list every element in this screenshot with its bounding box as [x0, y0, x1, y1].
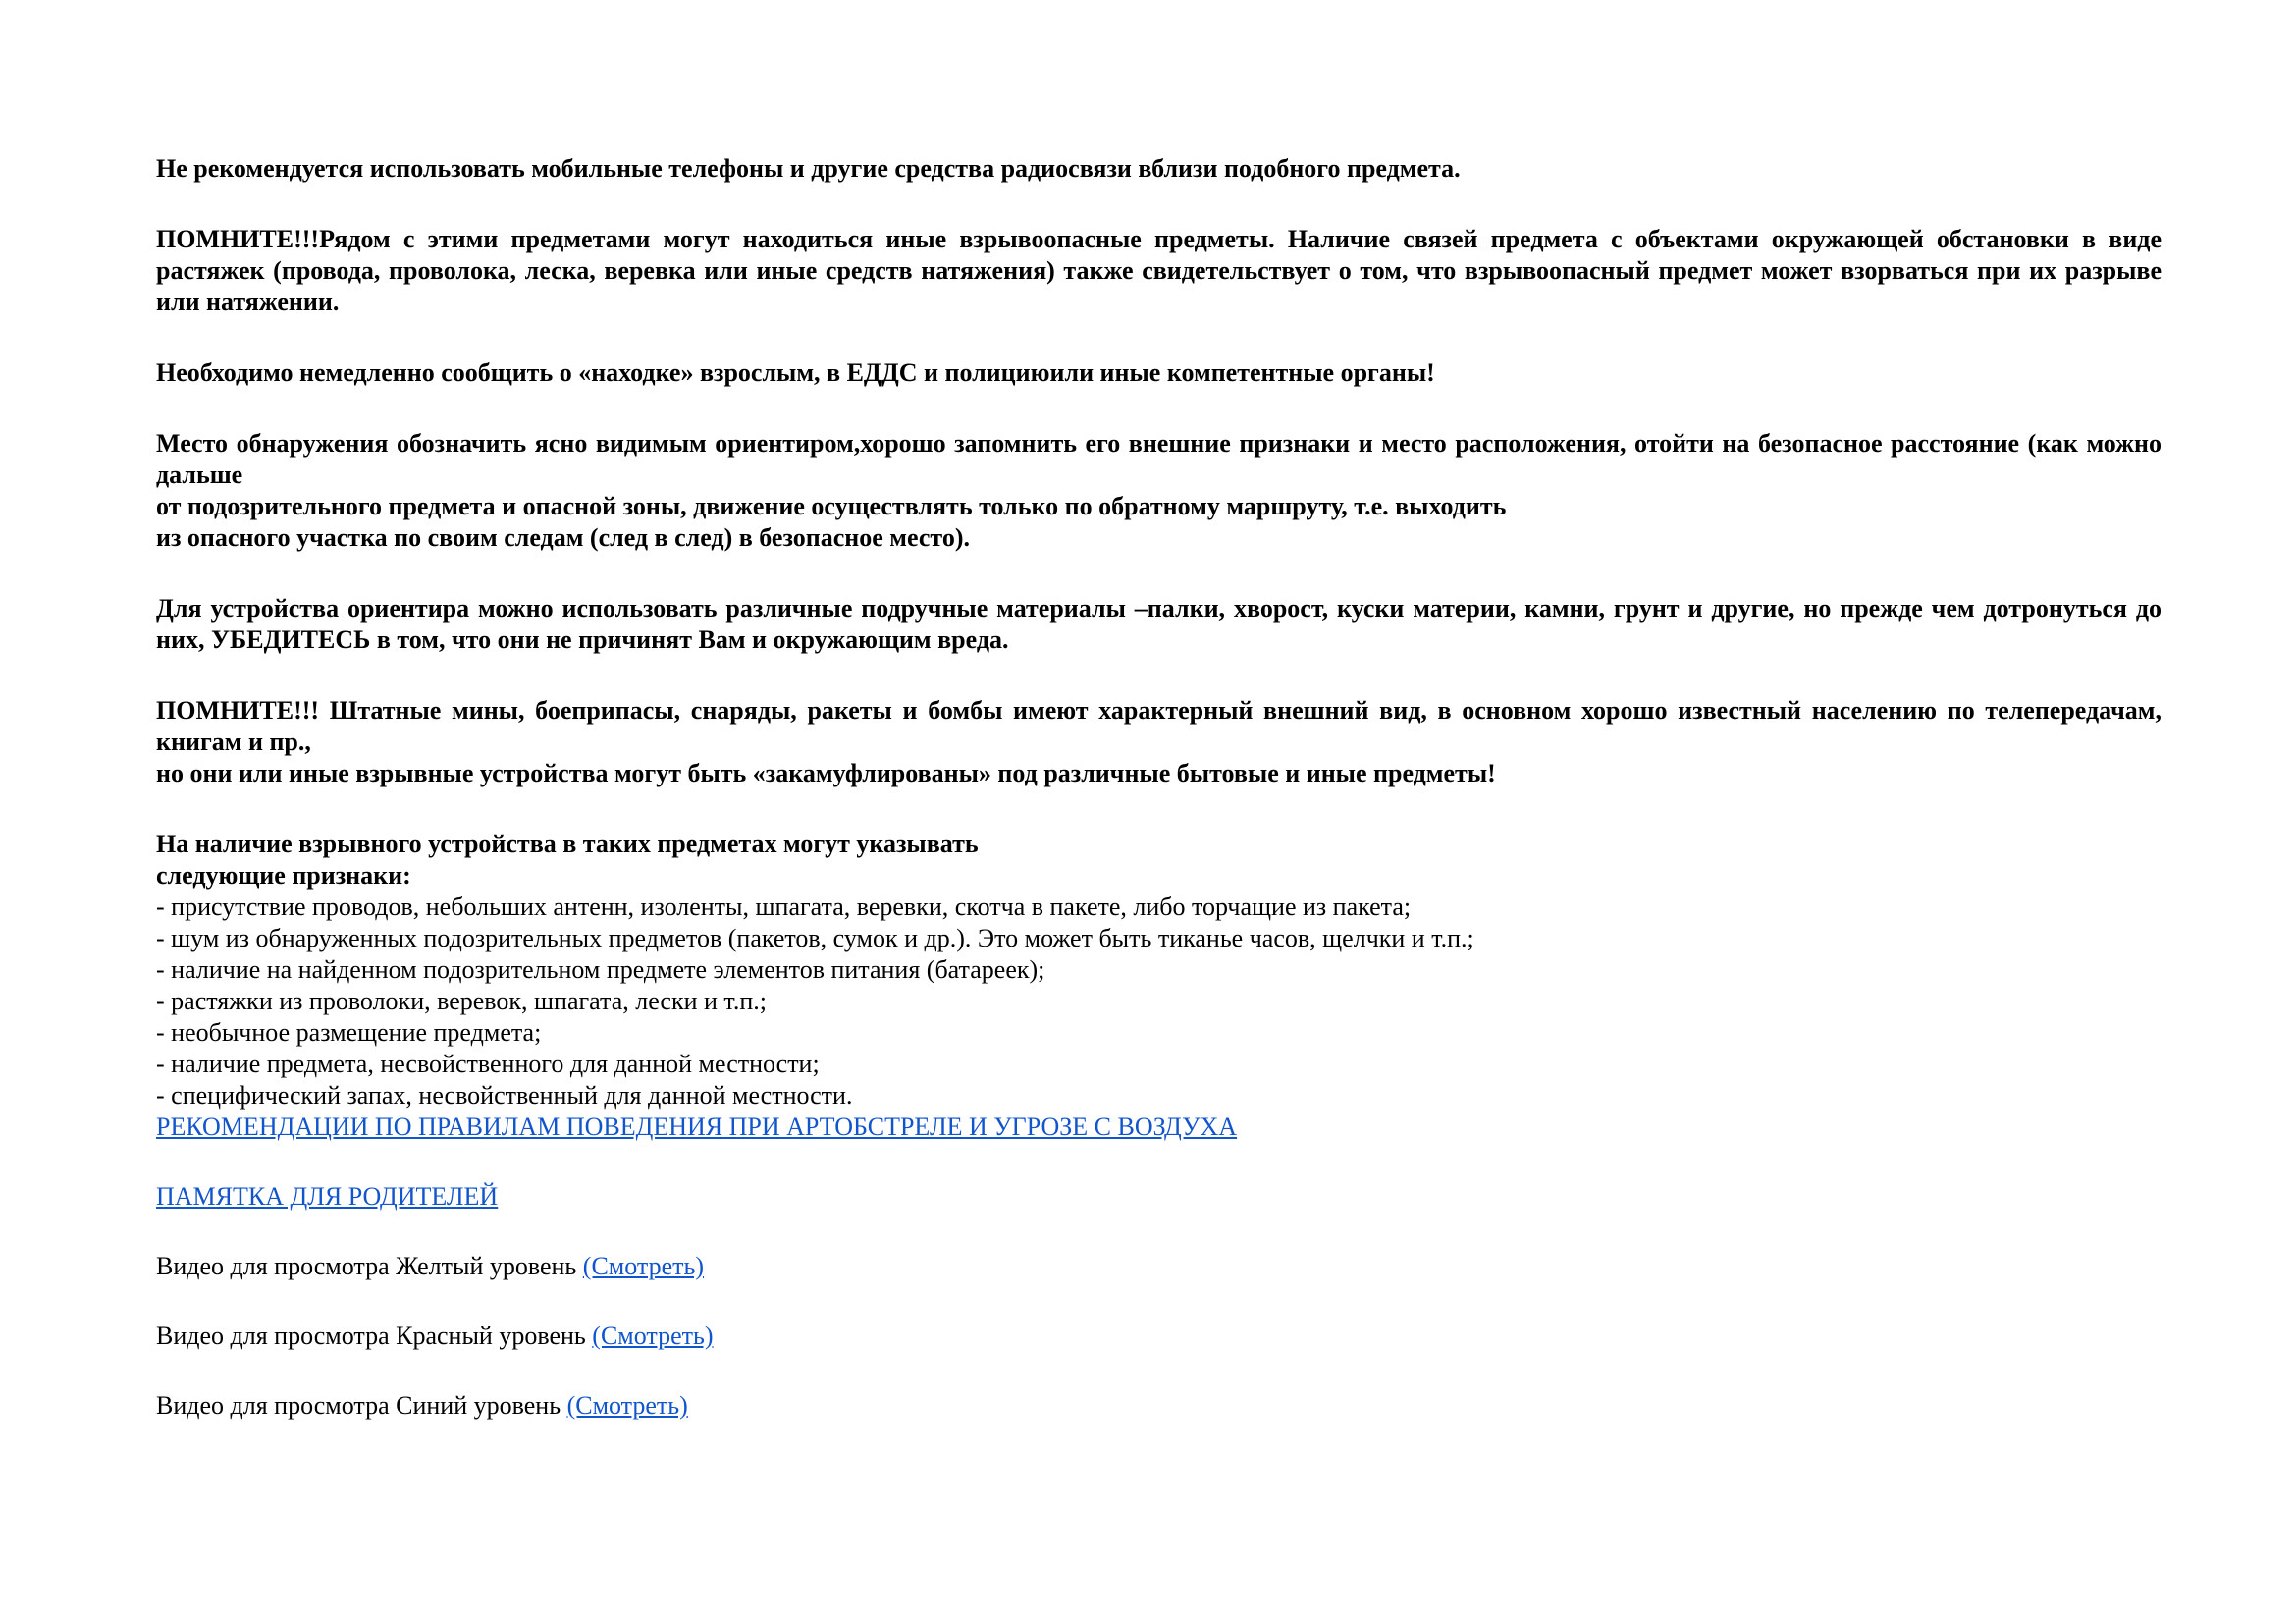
spacer — [156, 1143, 2162, 1181]
list-item: - необычное размещение предмета; — [156, 1018, 542, 1047]
spacer — [156, 1352, 2162, 1390]
mark-location-line-3: из опасного участка по своим следам (след в след) в безопасное место). — [156, 523, 970, 552]
mark-location-instruction — [156, 428, 2162, 554]
video-red-label: Видео для просмотра Красный уровень — [156, 1322, 593, 1350]
video-yellow-row — [156, 1251, 2162, 1282]
parents-memo-row — [156, 1181, 2162, 1213]
spacer — [156, 1282, 2162, 1321]
remember-warning-2-line-2: но они или иные взрывные устройства могут быть «закамуфлированы» под различные бытовые и иные предметы! — [156, 759, 1496, 787]
list-item: - растяжки из проволоки, веревок, шпагата, лески и т.п.; — [156, 987, 767, 1015]
list-item: - специфический запах, несвойственный для данной местности. — [156, 1081, 853, 1110]
video-yellow-label: Видео для просмотра Желтый уровень — [156, 1252, 583, 1280]
list-item: - наличие предмета, несвойственного для данной местности; — [156, 1050, 820, 1078]
remember-warning-2 — [156, 695, 2162, 789]
phones-warning: Не рекомендуется использовать мобильные телефоны и другие средства радиосвязи вблизи подобного предмета. — [156, 154, 1461, 183]
signs-heading-line-1: На наличие взрывного устройства в таких предметах могут указывать — [156, 830, 979, 858]
signs-list — [156, 829, 2162, 1111]
report-instruction: Необходимо немедленно сообщить о «находке» взрослым, в ЕДДС и полициюили иные компетентные органы! — [156, 358, 1435, 387]
signs-heading-line-2: следующие признаки: — [156, 861, 411, 890]
artillery-recommendations-link[interactable]: РЕКОМЕНДАЦИИ ПО ПРАВИЛАМ ПОВЕДЕНИЯ ПРИ АРТОБСТРЕЛЕ И УГРОЗЕ С ВОЗДУХА — [156, 1112, 1238, 1141]
list-item: - шум из обнаруженных подозрительных предметов (пакетов, сумок и др.). Это может быть тиканье часов, щелчки и т.п.; — [156, 924, 1474, 952]
document-page — [156, 153, 2162, 1422]
video-red-row — [156, 1321, 2162, 1352]
remember-warning-1: ПОМНИТЕ!!!Рядом с этими предметами могут находиться иные взрывоопасные предметы. Наличие связей предмета с объектами окружающей обстановки в виде растяжек (провода, проволока, леска, веревка или иные средств натяжения) также свидетельствует о том, что взрывоопасный предмет может взорваться при их разрыве или натяжении. — [156, 225, 2162, 316]
spacer — [156, 1213, 2162, 1251]
landmark-instruction: Для устройства ориентира можно использовать различные подручные материалы –палки, хворост, куски материи, камни, грунт и другие, но прежде чем дотронуться до них, УБЕДИТЕСЬ в том, что они не причинят Вам и окружающим вреда. — [156, 594, 2162, 654]
video-yellow-watch-link[interactable]: (Смотреть) — [582, 1252, 705, 1280]
remember-warning-2-line-1: ПОМНИТЕ!!! Штатные мины, боеприпасы, снаряды, ракеты и бомбы имеют характерный внешний вид, в основном хорошо известный населению по телепередачам, книгам и пр., — [156, 696, 2162, 756]
list-item: - присутствие проводов, небольших антенн, изоленты, шпагата, веревки, скотча в пакете, либо торчащие из пакета; — [156, 893, 1412, 921]
mark-location-line-2: от подозрительного предмета и опасной зоны, движение осуществлять только по обратному маршруту, т.е. выходить — [156, 492, 1507, 520]
artillery-recommendations-row — [156, 1111, 2162, 1143]
video-blue-row — [156, 1390, 2162, 1422]
video-red-watch-link[interactable]: (Смотреть) — [592, 1322, 714, 1350]
video-blue-watch-link[interactable]: (Смотреть) — [566, 1391, 688, 1420]
mark-location-line-1: Место обнаружения обозначить ясно видимым ориентиром,хорошо запомнить его внешние признаки и место расположения, отойти на безопасное расстояние (как можно дальше — [156, 429, 2162, 489]
video-blue-label: Видео для просмотра Синий уровень — [156, 1391, 567, 1420]
list-item: - наличие на найденном подозрительном предмете элементов питания (батареек); — [156, 955, 1045, 984]
parents-memo-link[interactable]: ПАМЯТКА ДЛЯ РОДИТЕЛЕЙ — [156, 1182, 499, 1211]
